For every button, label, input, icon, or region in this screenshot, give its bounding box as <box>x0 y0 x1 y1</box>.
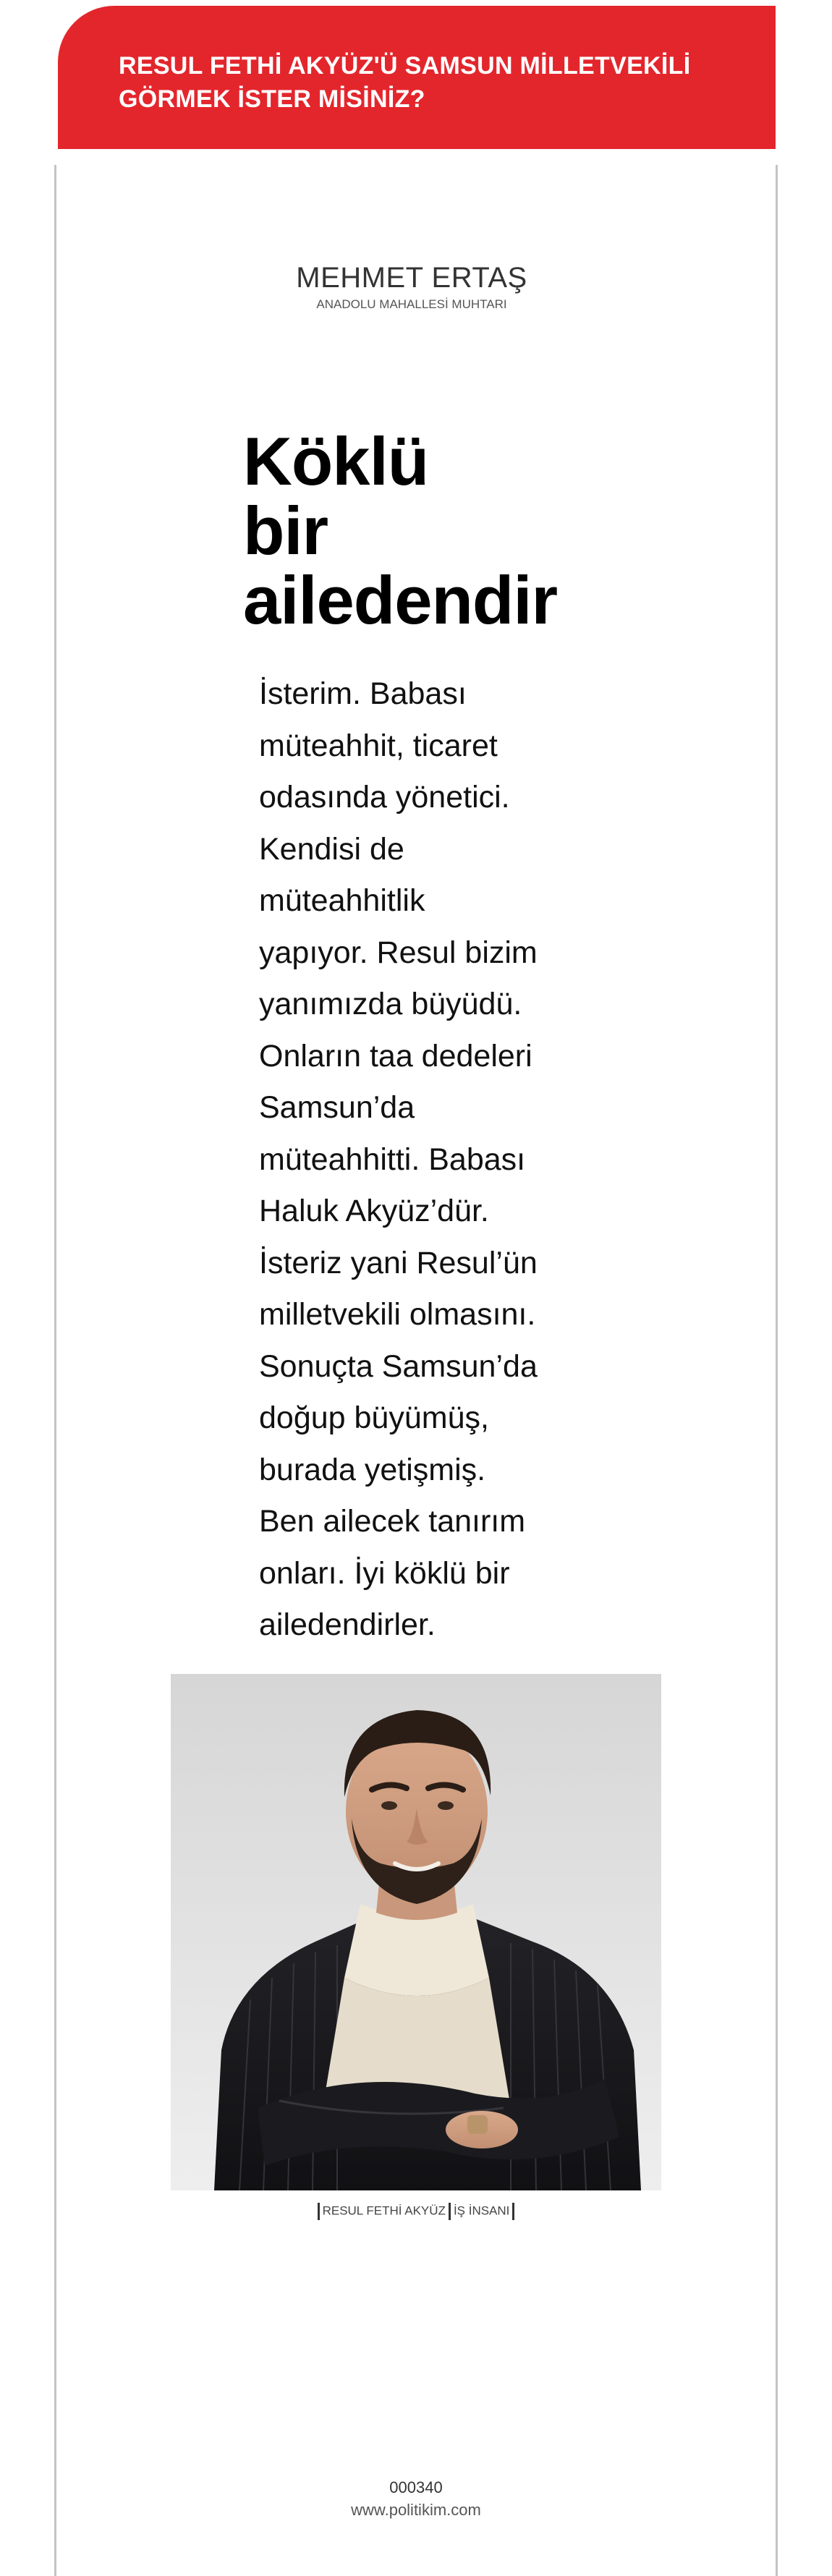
portrait-photo <box>171 1674 661 2190</box>
header-banner <box>58 6 776 149</box>
caption-name: RESUL FETHİ AKYÜZ <box>322 2203 446 2218</box>
body-line: İsterim. Babası <box>259 676 467 711</box>
caption-title: İŞ İNSANI <box>453 2203 510 2218</box>
portrait-photo-icon <box>171 1674 661 2190</box>
body-line: Haluk Akyüz’dür. <box>259 1194 489 1228</box>
headline-line: Köklü <box>243 423 429 499</box>
body-line: müteahhitlik <box>259 883 425 918</box>
author-name: MEHMET ERTAŞ <box>296 262 527 294</box>
headline-line: bir <box>243 493 328 569</box>
body-line: Sonuçta Samsun’da <box>259 1348 538 1384</box>
body-line: odasında yönetici. <box>259 780 510 815</box>
author-role: ANADOLU MAHALLESİ MUHTARI <box>316 297 507 311</box>
body-line: milletvekili olmasını. <box>259 1297 536 1332</box>
author-block <box>0 260 832 313</box>
body-line: onları. İyi köklü bir <box>259 1555 510 1591</box>
article-body <box>259 668 577 1652</box>
body-line: müteahhit, ticaret <box>259 728 498 763</box>
photo-caption <box>0 2202 832 2220</box>
body-line: doğup büyümüş, <box>259 1400 489 1435</box>
website-link[interactable]: www.politikim.com <box>351 2501 481 2519</box>
header-title: RESUL FETHİ AKYÜZ'Ü SAMSUN MİLLETVEKİLİ GÖRMEK İSTER MİSİNİZ? <box>119 52 691 113</box>
page-footer <box>0 2477 832 2522</box>
body-line: Samsun’da <box>259 1090 415 1125</box>
page-code: 000340 <box>389 2478 443 2496</box>
caption-divider <box>512 2203 514 2220</box>
body-line: yanımızda büyüdü. <box>259 987 522 1021</box>
body-line: müteahhitti. Babası <box>259 1142 526 1177</box>
headline-line: ailedendir <box>243 562 558 638</box>
body-line: Ben ailecek tanırım <box>259 1504 526 1539</box>
body-line: Kendisi de <box>259 831 404 867</box>
body-line: İsteriz yani Resul’ün <box>259 1245 538 1280</box>
body-line: yapıyor. Resul bizim <box>259 935 538 970</box>
body-line: Onların taa dedeleri <box>259 1038 532 1074</box>
caption-divider <box>318 2203 320 2220</box>
body-line: burada yetişmiş. <box>259 1452 486 1487</box>
body-line: ailedendirler. <box>259 1607 436 1642</box>
caption-divider <box>449 2203 451 2220</box>
article-headline <box>243 423 619 638</box>
